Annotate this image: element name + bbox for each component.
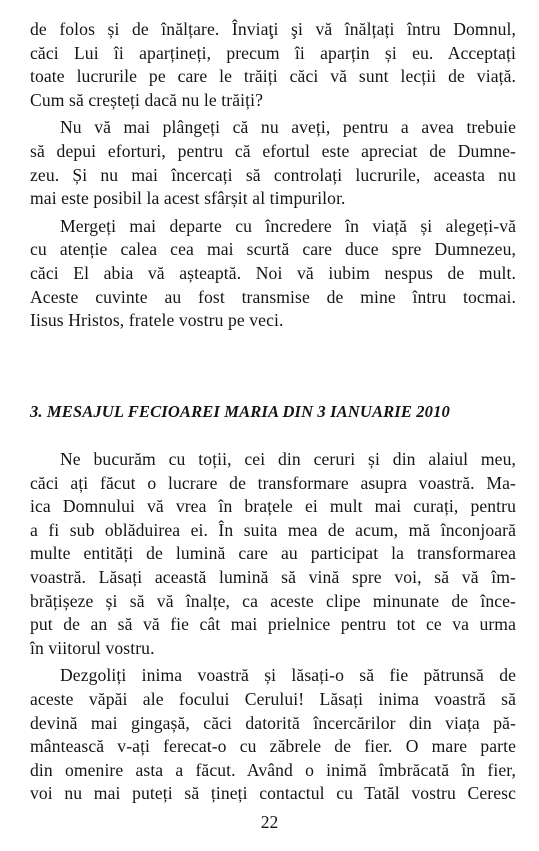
text-line: Iisus Hristos, fratele vostru pe veci. bbox=[30, 310, 284, 331]
text-line: căci Lui îi aparțineți, precum îi aparțin și eu. Acceptați bbox=[30, 42, 516, 63]
text-line: voastră. Lăsați această lumină să vină spre voi, să vă îm- bbox=[30, 566, 516, 587]
text-line: să depui eforturi, pentru că efortul este apreciat de Dumne- bbox=[30, 140, 516, 161]
text-line: Nu vă mai plângeți că nu aveți, pentru a avea trebuie bbox=[60, 117, 516, 138]
text-block-bottom bbox=[30, 448, 516, 806]
text-line: devină mai gingașă, căci datorită încercărilor din viața pă- bbox=[30, 712, 516, 733]
text-line: aceste văpăi ale focului Cerului! Lăsați inima voastră să bbox=[30, 688, 516, 709]
text-line: zeu. Și nu mai încercați să controlați lucrurile, aceasta nu bbox=[30, 164, 516, 185]
text-line: mai este posibil la acest sfârșit al timpurilor. bbox=[30, 188, 346, 209]
section-heading: 3. MESAJUL FECIOAREI MARIA DIN 3 IANUARIE 2010 bbox=[30, 402, 450, 421]
text-line: Ne bucurăm cu toții, cei din ceruri și din alaiul meu, bbox=[60, 449, 516, 469]
text-line: multe entități de lumină care au participat la transformarea bbox=[30, 543, 516, 564]
paragraph bbox=[30, 448, 516, 660]
text-line: put de an să vă fie cât mai prielnice pentru tot ce va urma bbox=[30, 614, 516, 635]
paragraph bbox=[30, 215, 516, 333]
text-line: de folos și de înălțare. Înviaţi şi vă înălțați întru Domnul, bbox=[30, 19, 516, 39]
text-line: mântească v-ați ferecat-o cu zăbrele de fier. O mare parte bbox=[30, 736, 516, 757]
text-line: cu atenție calea cea mai scurtă care duce spre Dumnezeu, bbox=[30, 239, 516, 260]
text-line: Cum să creșteți dacă nu le trăiți? bbox=[30, 89, 264, 110]
text-line: în viitorul vostru. bbox=[30, 637, 155, 658]
text-line: căci ați făcut o lucrare de transformare asupra voastră. Ma- bbox=[30, 472, 516, 493]
page-number: 22 bbox=[260, 812, 279, 832]
paragraph bbox=[30, 116, 516, 210]
text-line: căci El abia vă așteaptă. Noi vă iubim nespus de mult. bbox=[30, 262, 516, 283]
text-line: din omenire asta a făcut. Având o inimă îmbrăcată în fier, bbox=[30, 759, 516, 780]
text-line: Aceste cuvinte au fost transmise de mine întru tocmai. bbox=[30, 286, 516, 307]
text-line: a fi sub oblăduirea ei. În suita mea de acum, mă înconjoară bbox=[30, 519, 516, 540]
text-line: brățișeze și să vă înalțe, ca aceste clipe minunate de înce- bbox=[30, 590, 516, 611]
text-line: voi nu mai puteți să țineți contactul cu Tatăl vostru Ceresc bbox=[30, 783, 516, 804]
text-block-top bbox=[30, 18, 516, 333]
text-line: Mergeți mai departe cu încredere în viață și alegeți-vă bbox=[60, 215, 516, 236]
paragraph bbox=[30, 664, 516, 806]
text-line: Dezgoliți inima voastră și lăsați-o să fie pătrunsă de bbox=[60, 665, 516, 686]
text-line: ica Domnului vă vrea în brațele ei mult mai curați, pentru bbox=[30, 496, 516, 517]
paragraph bbox=[30, 18, 516, 112]
text-line: toate lucrurile pe care le trăiți căci vă sunt lecții de viață. bbox=[30, 66, 516, 87]
